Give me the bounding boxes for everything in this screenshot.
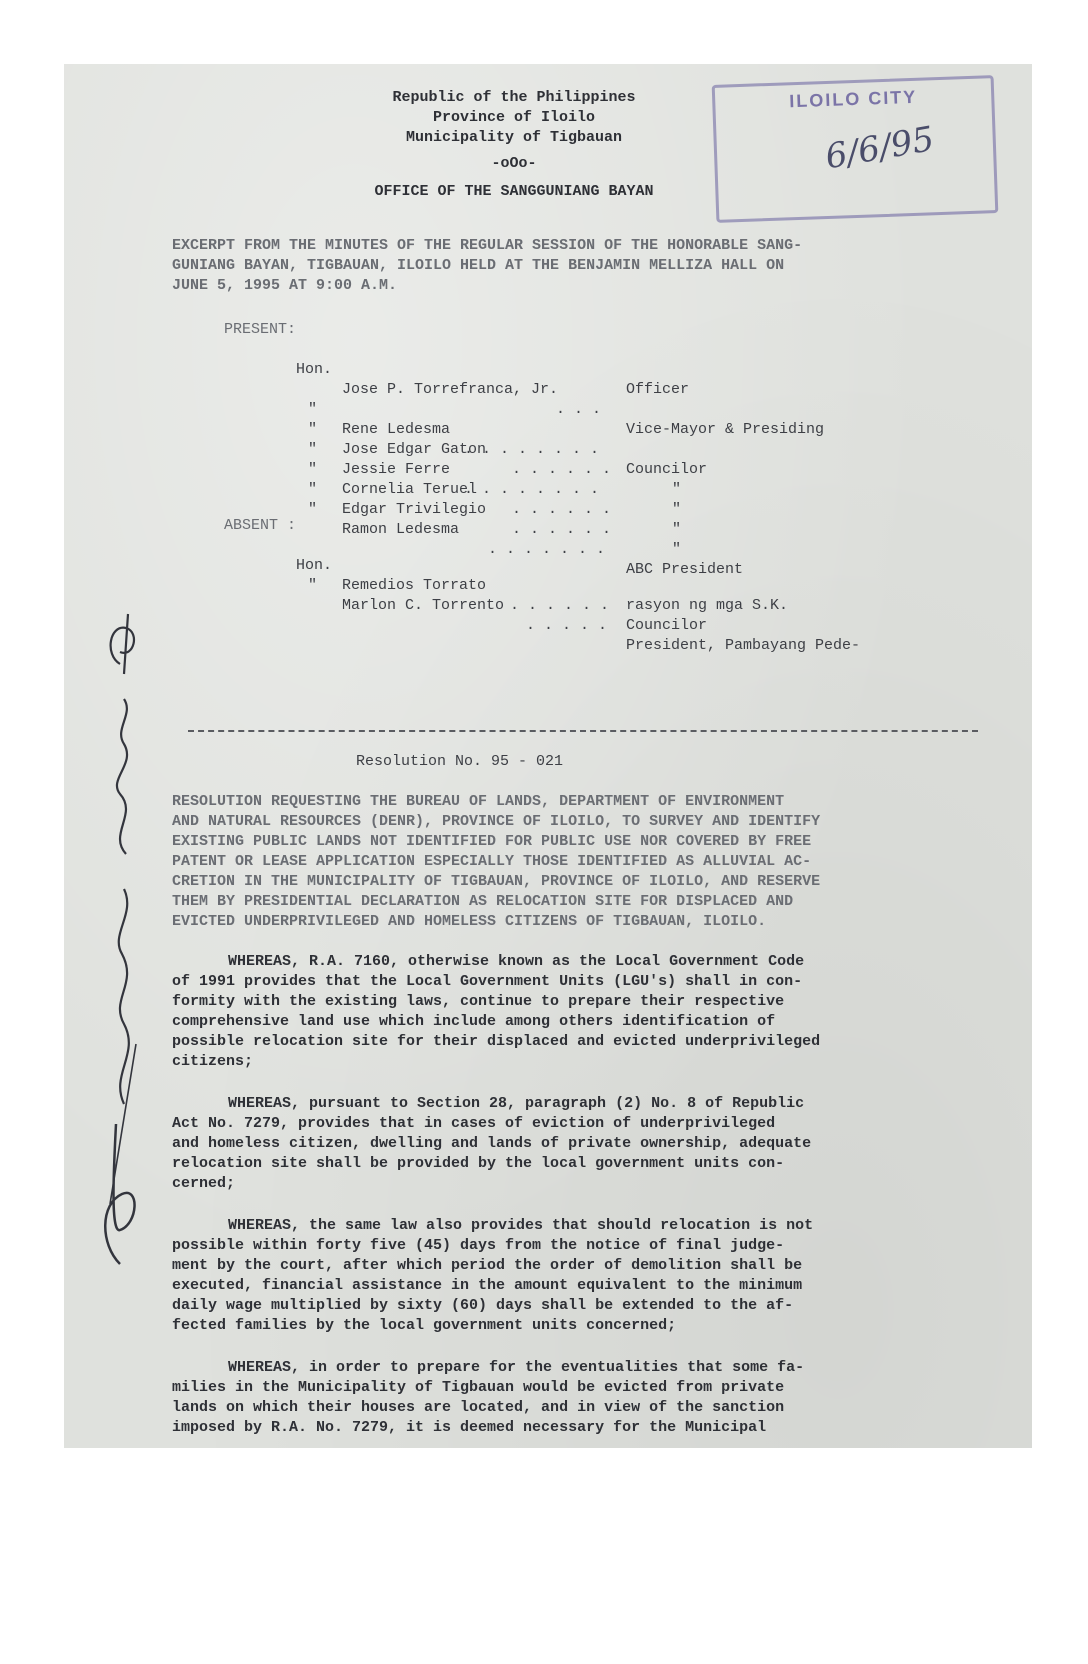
attendee-position: Officer (626, 381, 690, 398)
header-municipality: Municipality of Tigbauan (405, 129, 623, 146)
ditto-mark: " (308, 577, 318, 594)
whereas-line: and homeless citizen, dwelling and lands of private ownership, adequate (172, 1135, 812, 1152)
resolution-title-line: PATENT OR LEASE APPLICATION ESPECIALLY THOSE IDENTIFIED AS ALLUVIAL AC- (172, 853, 812, 870)
resolution-title-line: CRETION IN THE MUNICIPALITY OF TIGBAUAN, PROVINCE OF ILOILO, AND RESERVE (172, 873, 821, 890)
whereas-line: executed, financial assistance in the amount equivalent to the minimum (172, 1277, 803, 1294)
document-body (64, 64, 1032, 1448)
resolution-title-line: THEM BY PRESIDENTIAL DECLARATION AS RELOCATION SITE FOR DISPLACED AND (172, 893, 794, 910)
resolution-number: Resolution No. 95 - 021 (356, 753, 564, 770)
present-list (296, 340, 996, 578)
leader-dots: . . . (556, 401, 602, 418)
whereas-line: Act No. 7279, provides that in cases of eviction of underprivileged (172, 1115, 776, 1132)
leader-dots: . . . . . . (512, 521, 612, 538)
attendee-name: Cornelia Teruel (342, 481, 478, 498)
leader-dots: . . . . . . (512, 501, 612, 518)
whereas-line: WHEREAS, in order to prepare for the eventualities that some fa- (228, 1359, 805, 1376)
resolution-title-line: EVICTED UNDERPRIVILEGED AND HOMELESS CITIZENS OF TIGBAUAN, ILOILO. (172, 913, 767, 930)
whereas-line: WHEREAS, the same law also provides that should relocation is not (228, 1217, 814, 1234)
attendee-name: Ramon Ledesma (342, 521, 460, 538)
resolution-title-line: AND NATURAL RESOURCES (DENR), PROVINCE OF ILOILO, TO SURVEY AND IDENTIFY (172, 813, 821, 830)
whereas-line: possible within forty five (45) days from the notice of final judge- (172, 1237, 785, 1254)
attendee-position: Councilor (626, 617, 708, 634)
leader-dots: . . . . . . (510, 597, 610, 614)
attendee-name: Edgar Trivilegio (342, 501, 487, 518)
ditto-mark: " (308, 401, 318, 418)
received-stamp (712, 75, 999, 223)
attendee-position: ABC President (626, 561, 744, 578)
whereas-line: milies in the Municipality of Tigbauan would be evicted from private (172, 1379, 785, 1396)
attendee-position: " (672, 541, 682, 558)
ditto-mark: " (308, 421, 318, 438)
attendee-position: " (672, 481, 682, 498)
ditto-mark: " (308, 481, 318, 498)
attendee-name: Jose P. Torrefranca, Jr. (342, 381, 559, 398)
attendee-position: Vice-Mayor & Presiding (626, 421, 825, 438)
whereas-line: daily wage multiplied by sixty (60) days shall be extended to the af- (172, 1297, 794, 1314)
attendee-title: Hon. (296, 557, 333, 574)
attendee-position: Councilor (626, 461, 708, 478)
absent-label: ABSENT : (224, 517, 297, 534)
excerpt-line: EXCERPT FROM THE MINUTES OF THE REGULAR SESSION OF THE HONORABLE SANG- (172, 237, 803, 254)
excerpt-line: GUNIANG BAYAN, TIGBAUAN, ILOILO HELD AT THE BENJAMIN MELLIZA HALL ON (172, 257, 785, 274)
document-page (64, 64, 1032, 1448)
leader-dots: . . . . . . . . (464, 481, 600, 498)
leader-dots: . . . . . . . (488, 541, 606, 558)
attendee-title: Hon. (296, 361, 333, 378)
whereas-line: of 1991 provides that the Local Government Units (LGU's) shall in con- (172, 973, 803, 990)
whereas-line: WHEREAS, pursuant to Section 28, paragraph (2) No. 8 of Republic (228, 1095, 805, 1112)
attendee-position: rasyon ng mga S.K. (626, 597, 789, 614)
header-republic: Republic of the Philippines (392, 89, 636, 106)
absent-list (296, 536, 996, 654)
attendee-position: " (672, 521, 682, 538)
whereas-line: comprehensive land use which include among others identification of (172, 1013, 776, 1030)
attendee-name: Remedios Torrato (342, 577, 487, 594)
header-office: OFFICE OF THE SANGGUNIANG BAYAN (374, 183, 654, 200)
whereas-line: possible relocation site for their displaced and evicted underprivileged (172, 1033, 821, 1050)
whereas-line: imposed by R.A. No. 7279, it is deemed necessary for the Municipal (172, 1419, 767, 1436)
leader-dots: . . . . . . (512, 461, 612, 478)
leader-dots: . . . . . . . . (464, 441, 600, 458)
attendee-name: Jessie Ferre (342, 461, 451, 478)
attendee-name: Marlon C. Torrento (342, 597, 505, 614)
whereas-line: WHEREAS, R.A. 7160, otherwise known as the Local Government Code (228, 953, 805, 970)
whereas-line: formity with the existing laws, continue to prepare their respective (172, 993, 785, 1010)
header-province: Province of Iloilo (432, 109, 596, 126)
leader-dots: . . . . . (526, 617, 608, 634)
stamp-text: ILOILO CITY (788, 86, 918, 112)
dashed-divider (188, 730, 978, 732)
whereas-line: ment by the court, after which period the order of demolition shall be (172, 1257, 803, 1274)
ditto-mark: " (308, 441, 318, 458)
stamp-handwritten-date: 6/6/95 (822, 118, 938, 178)
ditto-mark: " (308, 461, 318, 478)
attendee-name: Rene Ledesma (342, 421, 451, 438)
whereas-line: citizens; (172, 1053, 254, 1070)
present-label: PRESENT: (224, 321, 297, 338)
ditto-mark: " (308, 501, 318, 518)
whereas-line: fected families by the local government units concerned; (172, 1317, 677, 1334)
resolution-title-line: RESOLUTION REQUESTING THE BUREAU OF LANDS, DEPARTMENT OF ENVIRONMENT (172, 793, 785, 810)
attendee-name: Jose Edgar Gaton (342, 441, 487, 458)
handwritten-margin-signature (80, 604, 160, 1304)
attendee-position: " (672, 501, 682, 518)
excerpt-line: JUNE 5, 1995 AT 9:00 A.M. (172, 277, 398, 294)
whereas-line: relocation site shall be provided by the local government units con- (172, 1155, 785, 1172)
resolution-title-line: EXISTING PUBLIC LANDS NOT IDENTIFIED FOR PUBLIC USE NOR COVERED BY FREE (172, 833, 812, 850)
whereas-line: lands on which their houses are located, and in view of the sanction (172, 1399, 785, 1416)
whereas-line: cerned; (172, 1175, 236, 1192)
attendee-position: President, Pambayang Pede- (626, 637, 861, 654)
header-separator: -oOo- (491, 155, 537, 172)
